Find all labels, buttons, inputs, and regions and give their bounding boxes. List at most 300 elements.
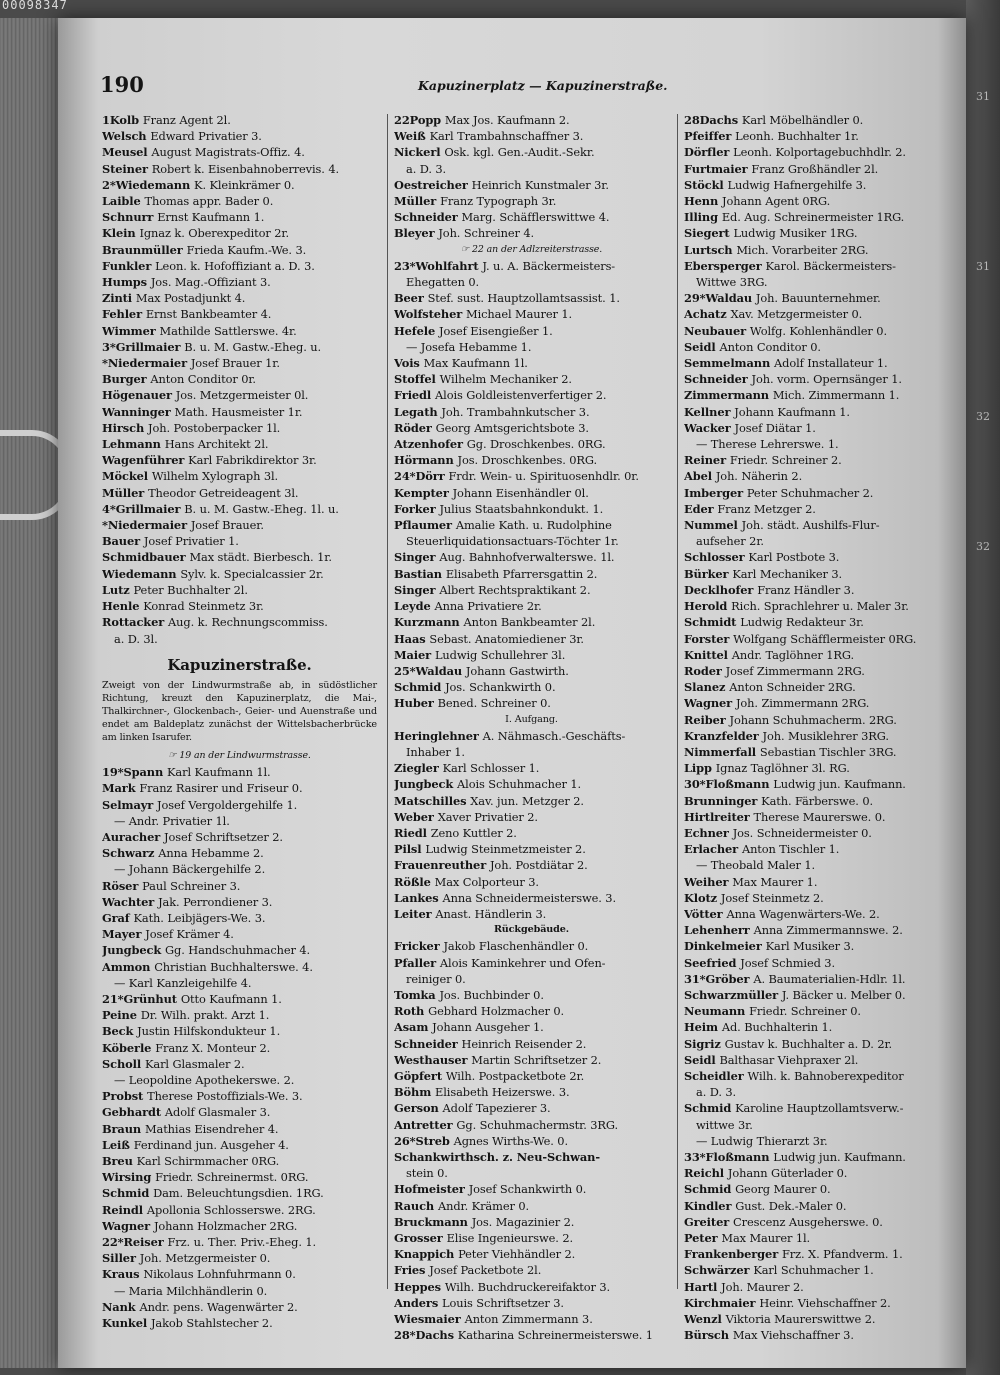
resident-surname: Seefried [684,955,741,970]
directory-entry [102,128,377,144]
directory-entry [102,209,377,225]
directory-entry [102,1121,377,1137]
scan-id: 00098347 [2,0,68,12]
directory-entry [684,809,959,825]
resident-details: Karl Schuhmacher 1. [753,1263,874,1278]
resident-details: Gg. Droschkenbes. 0RG. [466,437,606,452]
facing-page-edge [966,0,1000,1375]
resident-details: Anton Conditor 0. [719,339,821,354]
resident-surname: Braun [102,1121,145,1136]
resident-details: Johann Schuhmacherm. 2RG. [729,712,897,727]
resident-details: Dr. Wilh. prakt. Arzt 1. [140,1008,270,1023]
resident-details: Josef Privatier 1. [143,534,239,549]
resident-details: Jos. Buchbinder 0. [439,987,544,1002]
page-number: 190 [100,72,144,97]
house-number: 24* [394,469,416,484]
directory-entry [102,942,377,958]
resident-surname: Atzenhofer [394,437,467,452]
resident-details: Franz Agent 2l. [142,113,231,127]
resident-surname: Kurzmann [394,615,464,630]
directory-entry [394,874,669,890]
directory-entry [684,776,959,792]
directory-entry [102,1169,377,1185]
resident-details: Max Maurer 1. [732,874,818,889]
entries-block-b [394,258,669,712]
resident-details: Joh. Zimmermann 2RG. [735,696,870,711]
resident-surname: Brunninger [684,793,762,808]
resident-surname: Mark [102,781,140,796]
resident-details: Ferdinand jun. Ausgeher 4. [133,1137,289,1152]
resident-details: Robert k. Eisenbahnoberrevis. 4. [151,161,340,176]
resident-surname: Heringlehner [394,728,483,743]
directory-entry [684,420,959,436]
resident-surname: Schnurr [102,210,158,225]
resident-surname: Böhm [394,1085,436,1100]
resident-surname: Leyde [394,599,435,614]
resident-details: Max Colporteur 3. [434,874,539,889]
resident-details: Zeno Kuttler 2. [430,825,517,840]
resident-details: Johann Agent 0RG. [722,194,831,209]
directory-entry [102,926,377,942]
entries-block-e [684,112,959,1343]
directory-entry [102,242,377,258]
directory-entry [102,371,377,387]
resident-details: Therese Maurerswe. 0. [753,809,886,824]
directory-entry [684,744,959,760]
directory-entry [102,468,377,484]
resident-details: J. Bäcker u. Melber 0. [781,987,906,1002]
resident-surname: Reiber [684,712,730,727]
resident-details: Aug. Bahnhofverwalterswe. 1l. [439,550,615,565]
column-rule [677,114,678,1289]
directory-entry [102,404,377,420]
resident-surname: Schneider [684,372,752,387]
resident-details: — Therese Lehrerswe. 1. [696,437,839,452]
house-number: 31* [684,971,706,986]
directory-entry [684,1052,959,1068]
resident-details: Joh. Bauunternehmer. [755,291,881,306]
directory-entry [684,436,959,452]
directory-entry [102,813,377,829]
resident-details: B. u. M. Gastw.-Eheg. 1l. u. [184,501,339,516]
resident-details: Mich. Vorarbeiter 2RG. [736,242,869,257]
directory-entry [102,1088,377,1104]
directory-entry [394,1214,669,1230]
resident-details: Max Jos. Kaufmann 2. [444,113,570,127]
directory-entry [394,177,669,193]
resident-details: Viktoria Maurerswittwe 2. [725,1312,876,1327]
directory-entry [394,1117,669,1133]
resident-details: A. Baumaterialien-Hdlr. 1l. [753,971,906,986]
directory-entry [394,549,669,565]
resident-details: Paul Schreiner 3. [142,878,241,893]
resident-details: Mich. Zimmermann 1. [772,388,900,403]
resident-surname: Ammon [102,959,155,974]
directory-entry [684,517,959,533]
resident-details: Adolf Glasmaler 3. [164,1105,271,1120]
resident-surname: Oestreicher [394,177,472,192]
resident-surname: Siegert [684,226,734,241]
resident-surname: Lankes [394,890,443,905]
resident-details: Elise Ingenieurswe. 2. [446,1231,574,1246]
resident-details: J. u. A. Bäckermeisters- [482,258,616,273]
resident-surname: Wagenführer [102,453,189,468]
resident-details: Anton Conditor 0r. [150,372,256,387]
resident-surname: Klotz [684,890,721,905]
resident-surname: Neumann [684,1004,750,1019]
resident-details: Peter Buchhalter 2l. [133,582,248,597]
directory-entry [102,355,377,371]
resident-surname: Legath [394,404,442,419]
directory-entry [102,1202,377,1218]
directory-entry [394,404,669,420]
directory-entry [102,387,377,403]
resident-details: Frdr. Wein- u. Spirituosenhdlr. 0r. [448,469,639,484]
directory-entry [394,501,669,517]
directory-entry [394,1327,669,1343]
resident-surname: Hörmann [394,453,458,468]
directory-entry [102,112,377,128]
resident-details: Wilh. Postpacketbote 2r. [445,1068,585,1083]
directory-entry [394,485,669,501]
resident-details: Wilhelm Mechaniker 2. [439,372,572,387]
resident-surname: Göpfert [394,1068,446,1083]
directory-entry [684,1019,959,1035]
directory-entry [394,938,669,954]
directory-entry [684,1068,959,1084]
directory-entry [102,436,377,452]
directory-entry [684,1003,959,1019]
resident-surname: Kindler [684,1198,736,1213]
resident-details: Heinrich Reisender 2. [461,1036,587,1051]
house-number: 29* [684,291,706,306]
resident-details: Franz X. Monteur 2. [155,1040,271,1055]
resident-surname: Grillmaier [115,339,185,354]
resident-surname: *Niedermaier [102,356,191,371]
directory-entry [394,647,669,663]
margin-mark: 31 [976,260,990,273]
resident-surname: Haas [394,631,430,646]
resident-surname: Vois [394,356,424,371]
directory-entry [102,598,377,614]
resident-details: Ludwig Steinmetzmeister 2. [425,842,586,857]
resident-details: Ignaz k. Oberexpeditor 2r. [139,226,290,241]
resident-details: Gg. Schuhmachermstr. 3RG. [456,1117,618,1132]
resident-details: Alois Schuhmacher 1. [457,777,582,792]
resident-surname: Asam [394,1020,433,1035]
resident-details: Max Viehschaffner 3. [732,1328,854,1343]
resident-details: Gebhard Holzmacher 0. [428,1004,565,1019]
resident-details: Johann Holzmacher 2RG. [153,1218,298,1233]
directory-entry [102,549,377,565]
directory-entry [684,1036,959,1052]
resident-details: Elisabeth Pfarrersgattin 2. [445,566,598,581]
directory-entry [684,760,959,776]
resident-details: Sylv. k. Specialcassier 2r. [180,566,324,581]
resident-details: wittwe 3r. [696,1117,753,1132]
directory-entry [102,193,377,209]
resident-details: Max Postadjunkt 4. [135,291,246,306]
resident-surname: Matschilles [394,793,471,808]
directory-entry [102,1185,377,1201]
directory-entry [102,910,377,926]
resident-details: — Andr. Privatier 1l. [114,813,230,828]
resident-details: — Theobald Maler 1. [696,858,816,873]
resident-details: Franz Rasirer und Friseur 0. [139,781,303,796]
directory-entry [394,598,669,614]
resident-surname: Dörr [415,469,449,484]
resident-surname: Dachs [415,1328,458,1343]
resident-surname: Illing [684,210,722,225]
directory-entry [394,1084,669,1100]
resident-details: Julius Staatsbahnkondukt. 1. [439,501,604,516]
street-description: Zweigt von der Lindwurmstraße ab, in südöstlicher Richtung, kreuzt den Kapuzinerplatz, die Mai-, Thalkirchner-, Glockenbach-, Geier- und Auenstraße und endet am Baldeplatz zunächst der Wittelsbacherbrücke am linken Isarufer. [102,679,377,743]
directory-entry [102,225,377,241]
resident-details: Josef Packetbote 2l. [429,1263,542,1278]
resident-surname: Singer [394,550,440,565]
directory-entry [684,274,959,290]
directory-entry [102,258,377,274]
resident-details: August Magistrats-Offiz. 4. [151,145,305,160]
resident-surname: Greiter [684,1214,733,1229]
resident-surname: Erlacher [684,842,742,857]
directory-entry [102,1283,377,1299]
directory-entry [394,306,669,322]
directory-entry [684,1327,959,1343]
directory-entry [684,793,959,809]
resident-surname: Scheidler [684,1068,748,1083]
directory-entry [102,485,377,501]
resident-surname: Wagner [684,696,736,711]
resident-details: Joh. Näherin 2. [715,469,803,484]
resident-surname: Braunmüller [102,242,187,257]
resident-surname: Reiser [123,1235,168,1249]
resident-details: Josef Schmied 3. [740,955,835,970]
resident-details: Karol. Bäckermeisters- [765,258,896,273]
resident-surname: Müller [102,485,149,500]
directory-entry [684,695,959,711]
directory-entry [684,404,959,420]
resident-surname: Neubauer [684,323,750,338]
resident-details: Anton Zimmermann 3. [464,1312,593,1327]
resident-details: Kath. Leibjägers-We. 3. [133,910,266,925]
resident-details: Thomas appr. Bader 0. [144,194,274,209]
resident-surname: Tomka [394,987,440,1002]
directory-entry [394,420,669,436]
resident-surname: Slanez [684,680,730,695]
resident-surname: Leiß [102,1137,134,1152]
resident-details: Konrad Steinmetz 3r. [143,599,264,614]
resident-details: Johann Eisenhändler 0l. [452,485,589,500]
resident-details: stein 0. [406,1166,448,1181]
resident-details: Joh. Musiklehrer 3RG. [762,728,889,743]
resident-surname: Sigriz [684,1036,725,1051]
resident-surname: Breu [102,1153,137,1168]
house-number: 22* [102,1235,124,1249]
resident-surname: Ebersperger [684,258,766,273]
resident-details: Frz. X. Pfandverm. 1. [781,1247,903,1262]
resident-details: Justin Hilfskondukteur 1. [137,1024,281,1039]
directory-page [58,18,966,1368]
directory-entry [102,614,377,630]
resident-surname: Zinti [102,291,136,306]
resident-details: Josef Brauer 1r. [190,356,280,371]
resident-details: Franz Händler 3. [757,582,855,597]
resident-surname: Friedl [394,388,436,403]
resident-surname: Knappich [394,1247,459,1262]
directory-entry [394,663,669,679]
column-2 [394,112,669,1343]
street-heading: Kapuzinerstraße. [167,655,312,674]
directory-entry [684,874,959,890]
directory-entry [394,290,669,306]
directory-entry [394,679,669,695]
directory-entry [684,679,959,695]
resident-surname: Schmid [102,1186,154,1201]
resident-details: Joh. Metzgermeister 0. [139,1251,271,1266]
resident-details: Anna Zimmermannswe. 2. [753,923,903,938]
location-hint: ☞ 22 an der Adlzreiterstrasse. [460,243,603,255]
resident-details: Johann Güterlader 0. [727,1166,848,1181]
resident-details: Joh. vorm. Opernsänger 1. [751,372,902,387]
directory-entry [394,1019,669,1035]
resident-details: Karl Fabrikdirektor 3r. [188,453,317,468]
resident-surname: Nickerl [394,145,445,160]
resident-surname: Meusel [102,145,152,160]
directory-entry [394,128,669,144]
directory-entry [684,290,959,306]
directory-entry [684,468,959,484]
directory-entry [684,663,959,679]
directory-entry [102,878,377,894]
house-number: 28 [684,113,700,127]
resident-surname: Röser [102,878,143,893]
resident-surname: Hirtlreiter [684,809,754,824]
resident-surname: Lurtsch [684,242,737,257]
resident-details: Albert Rechtspraktikant 2. [439,582,591,597]
resident-details: Karl Kaufmann 1l. [167,765,271,780]
resident-surname: Forster [684,631,734,646]
resident-details: Friedr. Schreinermst. 0RG. [155,1170,309,1185]
resident-surname: Schmid [394,680,446,695]
directory-entry [394,1133,669,1149]
resident-surname: Streb [415,1133,454,1148]
resident-surname: Kempter [394,485,453,500]
resident-surname: Schmidt [684,615,741,630]
directory-entry [684,614,959,630]
resident-details: Katharina Schreinermeisterswe. 1 [457,1328,653,1343]
resident-surname: Pfeiffer [684,129,736,144]
directory-entry [684,987,959,1003]
directory-entry [684,1214,959,1230]
resident-surname: Grosser [394,1231,447,1246]
margin-mark: 31 [976,90,990,103]
directory-entry [684,1295,959,1311]
directory-entry [102,1023,377,1039]
resident-details: Max Maurer 1l. [721,1231,811,1246]
directory-entry [394,517,669,533]
resident-details: Andr. Taglöhner 1RG. [731,647,854,662]
directory-entry [684,549,959,565]
resident-surname: Schwärzer [684,1263,754,1278]
resident-surname: Beer [394,291,428,306]
resident-details: Karl Postbote 3. [748,550,840,565]
resident-details: Jos. Metzgermeister 0l. [175,388,309,403]
entries-kapuzinerstrasse [102,764,377,1331]
directory-entry [684,371,959,387]
resident-surname: Kirchmaier [684,1295,760,1310]
resident-details: Martin Schriftsetzer 2. [471,1052,602,1067]
directory-entry [684,566,959,582]
directory-entry [394,857,669,873]
directory-entry [394,793,669,809]
resident-details: Johann Kaufmann 1. [734,404,850,419]
directory-entry [394,258,669,274]
resident-details: a. D. 3. [696,1085,737,1100]
directory-entry [394,371,669,387]
directory-entry [394,436,669,452]
directory-entry [684,258,959,274]
resident-surname: Singer [394,582,440,597]
resident-surname: Peine [102,1008,141,1023]
directory-entry [102,861,377,877]
directory-entry [684,728,959,744]
directory-entry [102,780,377,796]
resident-surname: Jungbeck [102,943,166,958]
directory-entry [394,274,669,290]
resident-details: Jos. Schneidermeister 0. [732,825,872,840]
resident-details: Anton Tischler 1. [741,842,840,857]
resident-details: Xav. jun. Metzger 2. [470,793,584,808]
resident-surname: Selmayr [102,797,158,812]
resident-surname: Bleyer [394,226,439,241]
directory-entry [102,306,377,322]
directory-entry [394,825,669,841]
directory-entry [684,144,959,160]
resident-surname: Gerson [394,1101,443,1116]
directory-entry [684,193,959,209]
column-1 [102,112,377,1331]
resident-surname: Welsch [102,129,151,144]
resident-surname: Schmid [684,1101,736,1116]
resident-surname: Spann [123,765,168,780]
resident-surname: Scholl [102,1056,145,1071]
resident-surname: Steiner [102,161,152,176]
resident-details: Friedr. Schreiner 0. [749,1004,861,1019]
house-number: 30* [684,777,706,792]
resident-details: Osk. kgl. Gen.-Audit.-Sekr. [444,145,595,160]
resident-details: Joh. städt. Aushilfs-Flur- [741,518,880,533]
resident-details: Leon. k. Hofoffiziant a. D. 3. [155,258,315,273]
directory-entry [102,420,377,436]
directory-entry [102,1315,377,1331]
resident-details: Sebastian Tischler 3RG. [759,744,897,759]
running-head: Kapuzinerplatz — Kapuzinerstraße. [418,78,668,93]
resident-details: Anton Bankbeamter 2l. [463,615,596,630]
resident-details: a. D. 3l. [114,631,158,646]
resident-surname: Fehler [102,307,146,322]
resident-surname: Seidl [684,1052,720,1067]
directory-entry [394,193,669,209]
resident-surname: Köberle [102,1040,156,1055]
house-number: 3* [102,339,116,354]
resident-details: Wilh. Buchdruckereifaktor 3. [444,1279,611,1294]
resident-surname: Schmidbauer [102,550,190,565]
resident-details: Franz Großhändler 2l. [751,161,879,176]
house-number: 22 [394,113,410,127]
directory-entry [684,177,959,193]
directory-entry [102,959,377,975]
